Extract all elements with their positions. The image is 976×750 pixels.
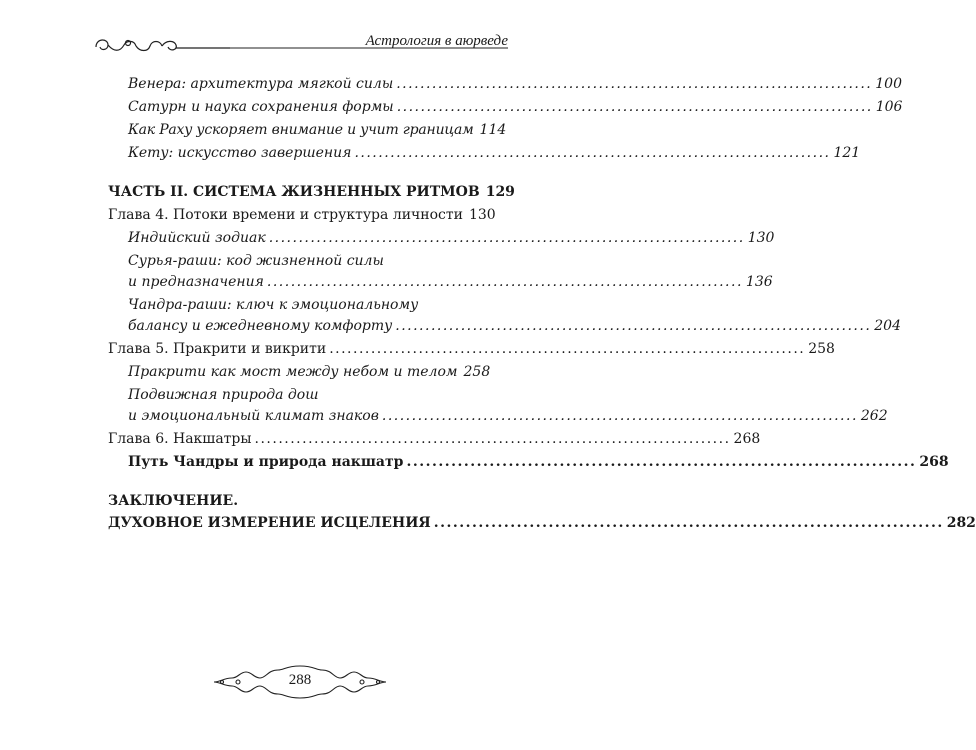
toc-entry-page: 136: [745, 274, 773, 290]
leader-dots: ................................................................................: [396, 99, 873, 115]
leader-dots: ................................................................................: [381, 408, 858, 424]
toc-entry-chandra-path[interactable]: [128, 452, 949, 472]
leader-dots: ................................................................................: [433, 515, 944, 531]
toc-entry-page: 258: [463, 364, 491, 380]
running-title: Астрология в аюрведе: [365, 33, 508, 49]
leader-dots: ................................................................................: [266, 274, 743, 290]
toc-entry-page: 106: [875, 99, 903, 115]
toc-entry-page: 262: [860, 408, 888, 424]
toc-entry-rahu[interactable]: [128, 120, 507, 140]
toc-entry-page: 129: [485, 184, 515, 200]
toc-entry-venus[interactable]: [128, 74, 902, 94]
toc-entry-dosha-line-1: Подвижная природа дош: [128, 387, 319, 403]
toc-entry-chapter-6[interactable]: [108, 429, 761, 449]
toc-entry-chapter-4[interactable]: [108, 205, 496, 225]
toc-entry-label: и эмоциональный климат знаков: [128, 408, 379, 424]
toc-entry-label: балансу и ежедневному комфорту: [128, 318, 393, 334]
toc-entry-zodiac[interactable]: [128, 228, 775, 248]
toc-entry-label: Глава 4. Потоки времени и структура личности: [108, 207, 463, 223]
toc-entry-label: ДУХОВНОЕ ИЗМЕРЕНИЕ ИСЦЕЛЕНИЯ: [108, 515, 431, 531]
toc-entry-saturn[interactable]: [128, 97, 903, 117]
toc-entry-prakriti[interactable]: [128, 362, 491, 382]
toc-entry-chandra-line-1: Чандра-раши: ключ к эмоциональному: [128, 297, 419, 313]
toc-entry-label: Сатурн и наука сохранения формы: [128, 99, 394, 115]
toc-entry-label: Путь Чандры и природа накшатр: [128, 454, 404, 470]
leader-dots: ................................................................................: [329, 341, 806, 357]
toc-entry-label: Пракрити как мост между небом и телом: [128, 364, 458, 380]
toc-entry-page: 114: [479, 122, 507, 138]
leader-dots: ................................................................................: [254, 431, 731, 447]
leader-dots: ................................................................................: [268, 230, 745, 246]
toc-entry-label: и предназначения: [128, 274, 264, 290]
toc-entry-label: ЧАСТЬ II. СИСТЕМА ЖИЗНЕННЫХ РИТМОВ: [108, 184, 480, 200]
toc-entry-page: 130: [468, 207, 496, 223]
toc-entry-page: 121: [833, 145, 861, 161]
leader-dots: ................................................................................: [396, 76, 873, 92]
toc-entry-chandra[interactable]: [128, 316, 901, 336]
toc-entry-surya-line-1: Сурья-раши: код жизненной силы: [128, 253, 384, 269]
toc-entry-surya[interactable]: [128, 272, 773, 292]
toc-entry-page: 258: [808, 341, 835, 357]
leader-dots: ................................................................................: [395, 318, 872, 334]
toc-entry-chapter-5[interactable]: [108, 339, 835, 359]
toc-entry-page: 282: [946, 515, 976, 531]
toc-entry-page: 268: [919, 454, 949, 470]
toc-entry-page: 130: [747, 230, 775, 246]
page-footer: [208, 664, 392, 700]
page-number: 288: [288, 672, 312, 688]
toc-entry-part-2[interactable]: [108, 182, 515, 202]
toc-entry-dosha[interactable]: [128, 406, 888, 426]
toc-entry-label: Глава 5. Пракрити и викрити: [108, 341, 327, 357]
toc-entry-page: 100: [875, 76, 902, 92]
leader-dots: ................................................................................: [406, 454, 917, 470]
page-header: [90, 30, 508, 60]
toc-entry-label: Кету: искусство завершения: [128, 145, 352, 161]
toc-entry-conclusion[interactable]: [108, 513, 976, 533]
toc-entry-label: Как Раху ускоряет внимание и учит границам: [128, 122, 474, 138]
toc-entry-ketu[interactable]: [128, 143, 861, 163]
toc-entry-label: Индийский зодиак: [128, 230, 266, 246]
toc-entry-page: 204: [874, 318, 901, 334]
toc-entry-page: 268: [733, 431, 761, 447]
toc-entry-label: Венера: архитектура мягкой силы: [128, 76, 394, 92]
leader-dots: ................................................................................: [354, 145, 831, 161]
toc-entry-conclusion-line-1: ЗАКЛЮЧЕНИЕ.: [108, 493, 239, 509]
toc-entry-label: Глава 6. Накшатры: [108, 431, 252, 447]
